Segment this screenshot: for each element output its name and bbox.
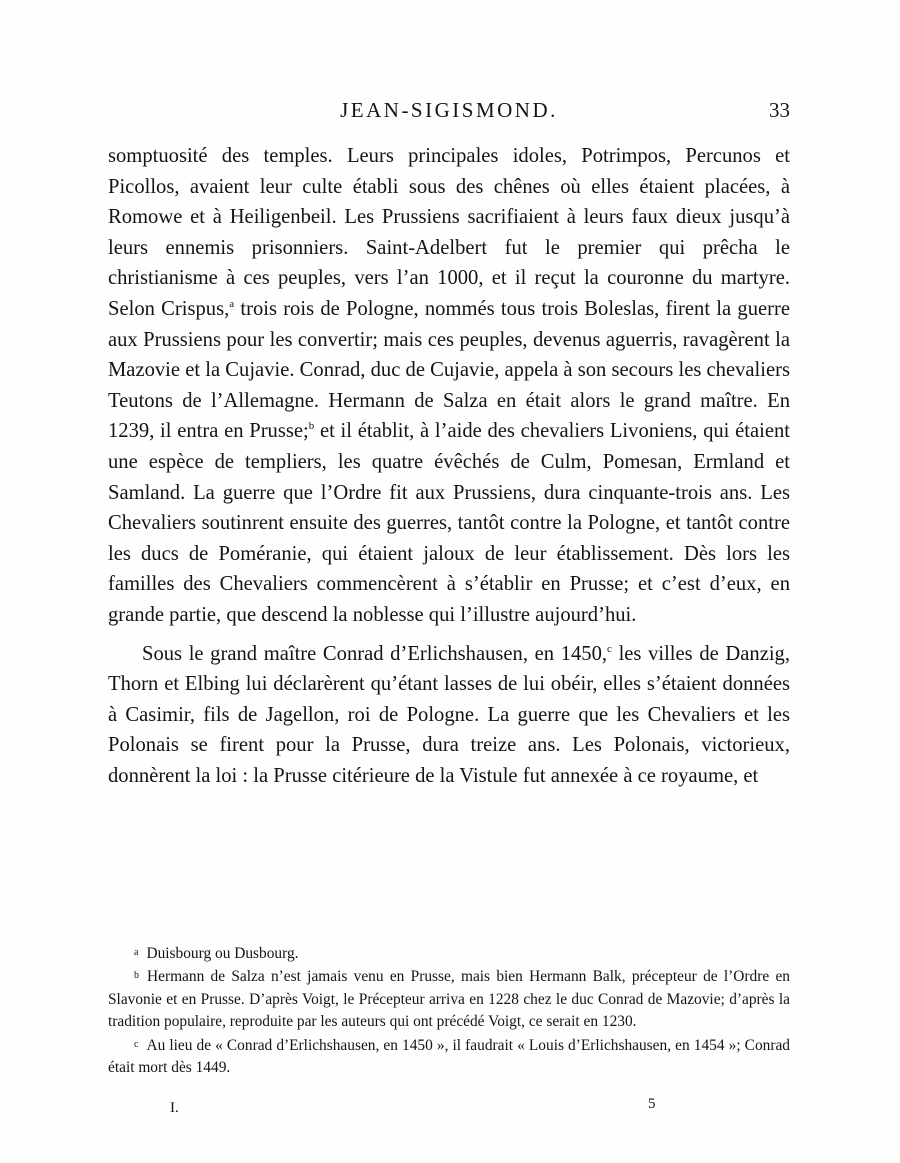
footnote-reference: c	[607, 642, 612, 655]
paragraph-text: somptuosité des temples. Leurs principales idoles, Potrimpos, Percunos et Picollos, avaient leur culte établi sous des chênes où elles étaient placées, à Romowe et à Heiligenbeil. Les Prussiens sacrifiaient à leurs faux dieux jusqu’à leurs ennemis prisonniers. Saint-Adelbert fut le premier qui prêcha le christianisme à ces peuples, vers l’an 1000, et il reçut la couronne du martyre. Selon Crispus,	[108, 145, 790, 320]
footnote-text: Hermann de Salza n’est jamais venu en Prusse, mais bien Hermann Balk, précepteur de l’Ordre en Slavonie et en Prusse. D’après Voigt, le Précepteur arriva en 1228 chez le duc Conrad de Mazovie; d’après la tradition populaire, reproduite par les auteurs qui ont précédé Voigt, ce serait en 1230.	[108, 968, 790, 1031]
page-number: 33	[769, 98, 790, 122]
paragraph	[108, 639, 790, 792]
footnote-mark: c	[134, 1038, 139, 1050]
signature-number: 5	[648, 1096, 656, 1112]
paragraph-text: trois rois de Pologne, nommés tous trois Boleslas, firent la guerre aux Prussiens pour les convertir; mais ces peuples, devenus aguerris, ravagèrent la Mazovie et la Cujavie. Conrad, duc de Cujavie, appela à son secours les chevaliers Teutons de l’Allemagne. Hermann de Salza en était alors le grand maître. En 1239, il entra en Prusse;	[108, 297, 790, 443]
paragraph-text: les villes de Danzig, Thorn et Elbing lui déclarèrent qu’étant lasses de lui obéir, elles s’étaient données à Casimir, fils de Jagellon, roi de Pologne. La guerre que les Chevaliers et les Polonais se firent pour la Prusse, dura treize ans. Les Polonais, victorieux, donnèrent la loi : la Prusse citérieure de la Vistule fut annexée à ce royaume, et	[108, 642, 790, 787]
footnote	[108, 1034, 790, 1080]
running-title: JEAN-SIGISMOND.	[340, 98, 558, 122]
footnote-mark: a	[134, 947, 139, 958]
footnote	[108, 965, 790, 1033]
footnote-text: Duisbourg ou Dusbourg.	[146, 945, 299, 962]
paragraph-text: Sous le grand maître Conrad d’Erlichshausen, en 1450,	[142, 642, 608, 665]
paragraph	[108, 141, 790, 631]
signature-mark: I.	[170, 1100, 179, 1116]
footnote-reference: b	[308, 420, 315, 433]
footnote-text: Au lieu de « Conrad d’Erlichshausen, en 1450 », il faudrait « Louis d’Erlichshausen, en 1454 »; Conrad était mort dès 1449.	[108, 1036, 790, 1077]
footnotes	[108, 942, 790, 1079]
running-head	[108, 98, 790, 130]
footnote-reference: a	[229, 297, 235, 310]
footnote-mark: b	[134, 970, 139, 982]
footnote	[108, 942, 790, 965]
paragraph-text: et il établit, à l’aide des chevaliers Livoniens, qui étaient une espèce de templiers, les quatre évêchés de Culm, Pomesan, Ermland et Samland. La guerre que l’Ordre fit aux Prussiens, dura cinquante-trois ans. Les Chevaliers soutinrent ensuite des guerres, tantôt contre la Pologne, et tantôt contre les ducs de Poméranie, qui étaient jaloux de leur établissement. Dès lors les familles des Chevaliers commencèrent à s’établir en Prusse; et c’est d’eux, en grande partie, que descend la noblesse qui l’illustre aujourd’hui.	[108, 420, 790, 626]
body-text	[108, 141, 790, 791]
